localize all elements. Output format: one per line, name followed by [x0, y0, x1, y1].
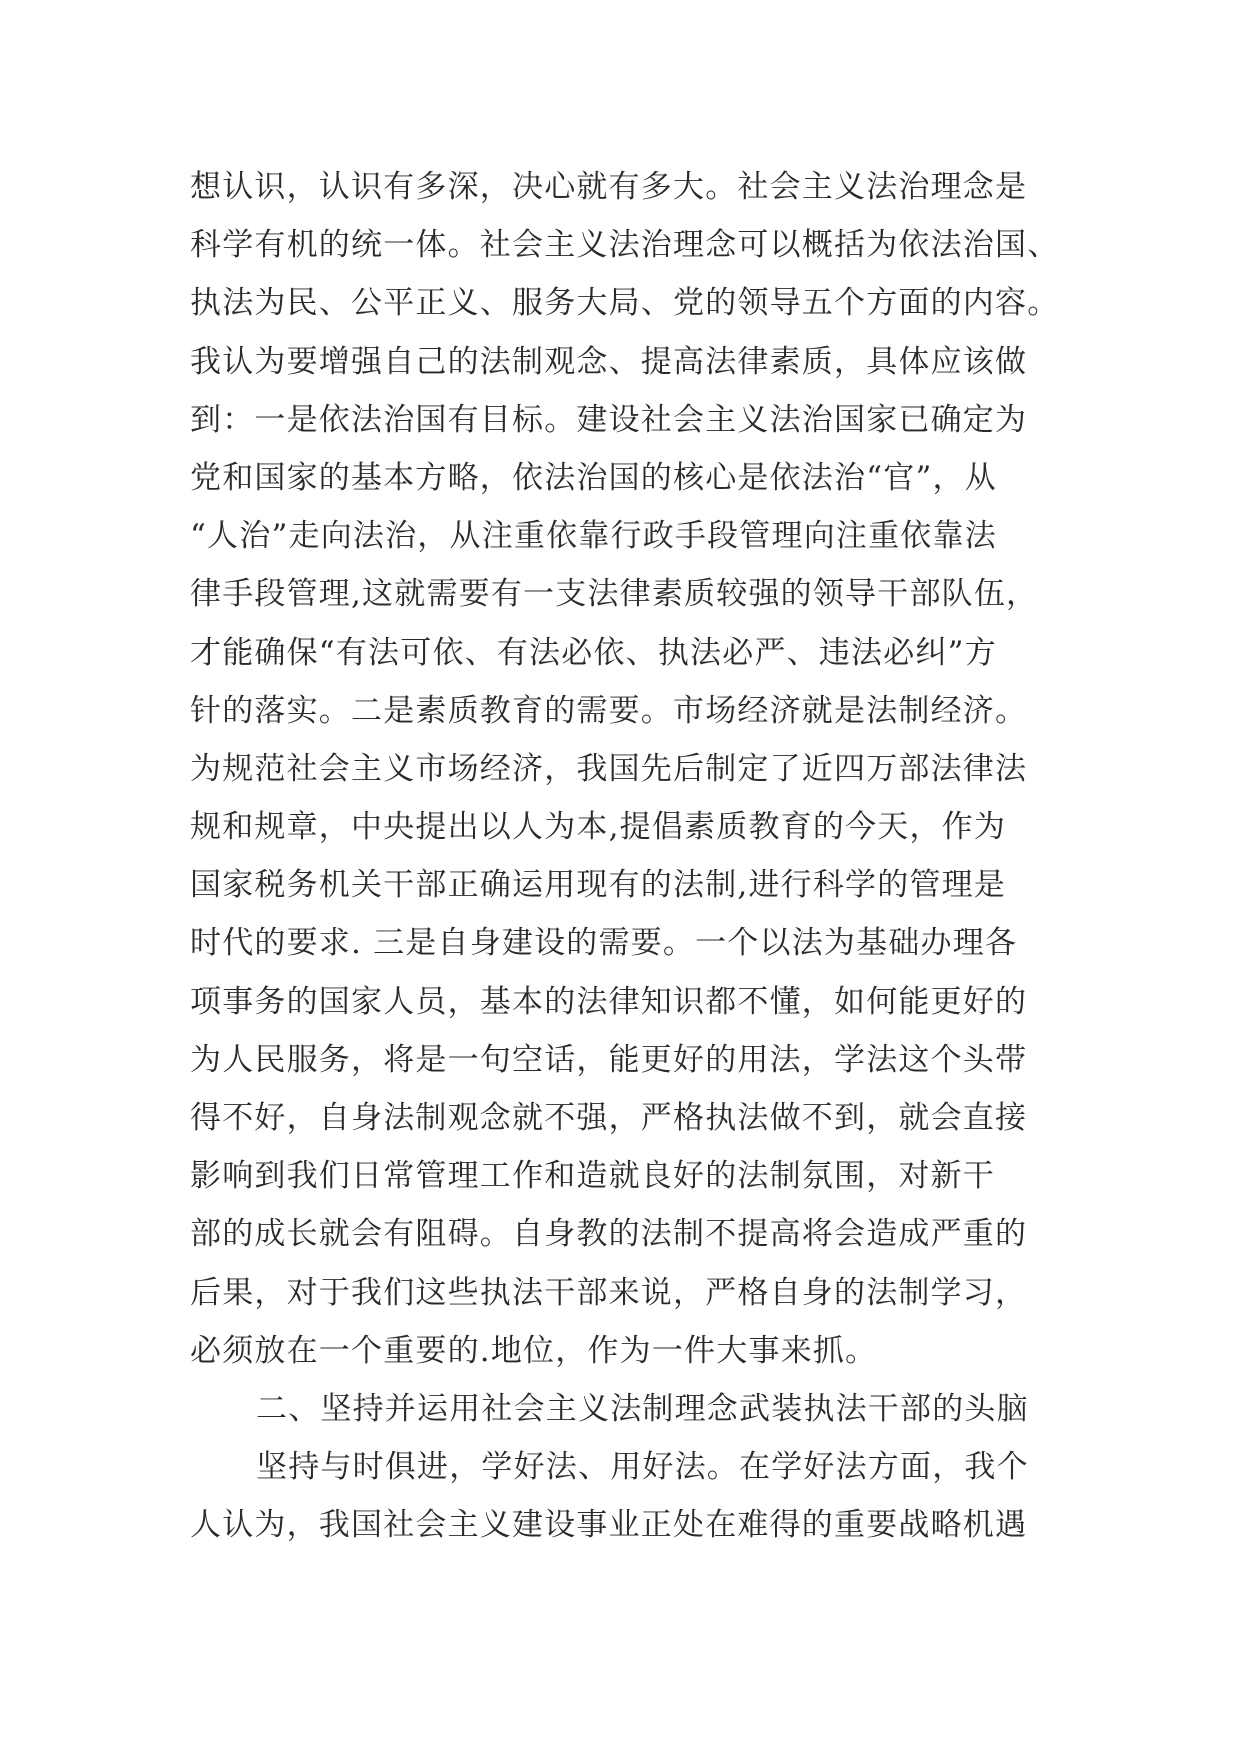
text-line: 想认识，认识有多深，决心就有多大。社会主义法治理念是	[190, 169, 1028, 205]
document-body	[190, 158, 1090, 1555]
text-line: 坚持与时俱进，学好法、用好法。在学好法方面，我个	[256, 1449, 1029, 1486]
text-line: 得不好，自身法制观念就不强，严格执法做不到，就会直接	[190, 1100, 1028, 1136]
text-line: 人认为，我国社会主义建设事业正处在难得的重要战略机遇	[190, 1507, 1028, 1544]
section-heading: 二、坚持并运用社会主义法制理念武装执法干部的头脑	[256, 1390, 1029, 1427]
text-line: 规和规章，中央提出以人为本,提倡素质教育的今天，作为	[190, 809, 1007, 846]
text-line: 后果，对于我们这些执法干部来说，严格自身的法制学习，	[190, 1274, 1028, 1311]
text-line: 必须放在一个重要的.地位，作为一件大事来抓。	[190, 1332, 878, 1369]
text-line: 针的落实。二是素质教育的需要。市场经济就是法制经济。	[190, 692, 1028, 729]
text-line: 影响到我们日常管理工作和造就良好的法制氛围，对新干	[190, 1158, 995, 1195]
text-line: 时代的要求. 三是自身建设的需要。一个以法为基础办理各	[190, 925, 1018, 962]
text-line: 部的成长就会有阻碍。自身教的法制不提高将会造成严重的	[190, 1216, 1028, 1253]
text-line: 执法为民、公平正义、服务大局、党的领导五个方面的内容。	[190, 285, 1060, 322]
text-line: 我认为要增强自己的法制观念、提高法律素质，具体应该做	[190, 343, 1028, 380]
text-line: 党和国家的基本方略，依法治国的核心是依法治“官”，从	[190, 459, 997, 496]
text-line: 国家税务机关干部正确运用现有的法制,进行科学的管理是	[190, 867, 1007, 904]
text-line: 才能确保“有法可依、有法必依、执法必严、违法必纠”方	[190, 634, 997, 671]
text-line: 律手段管理,这就需要有一支法律素质较强的领导干部队伍，	[190, 576, 1039, 613]
text-line: 科学有机的统一体。社会主义法治理念可以概括为依法治国、	[190, 227, 1060, 264]
text-line: 为人民服务，将是一句空话，能更好的用法，学法这个头带	[190, 1041, 1028, 1078]
text-line: “人治”走向法治，从注重依靠行政手段管理向注重依靠法	[190, 518, 997, 555]
text-line: 到：一是依法治国有目标。建设社会主义法治国家已确定为	[190, 401, 1028, 438]
text-line: 项事务的国家人员，基本的法律知识都不懂，如何能更好的	[190, 983, 1028, 1020]
text-line: 为规范社会主义市场经济，我国先后制定了近四万部法律法	[190, 750, 1028, 787]
